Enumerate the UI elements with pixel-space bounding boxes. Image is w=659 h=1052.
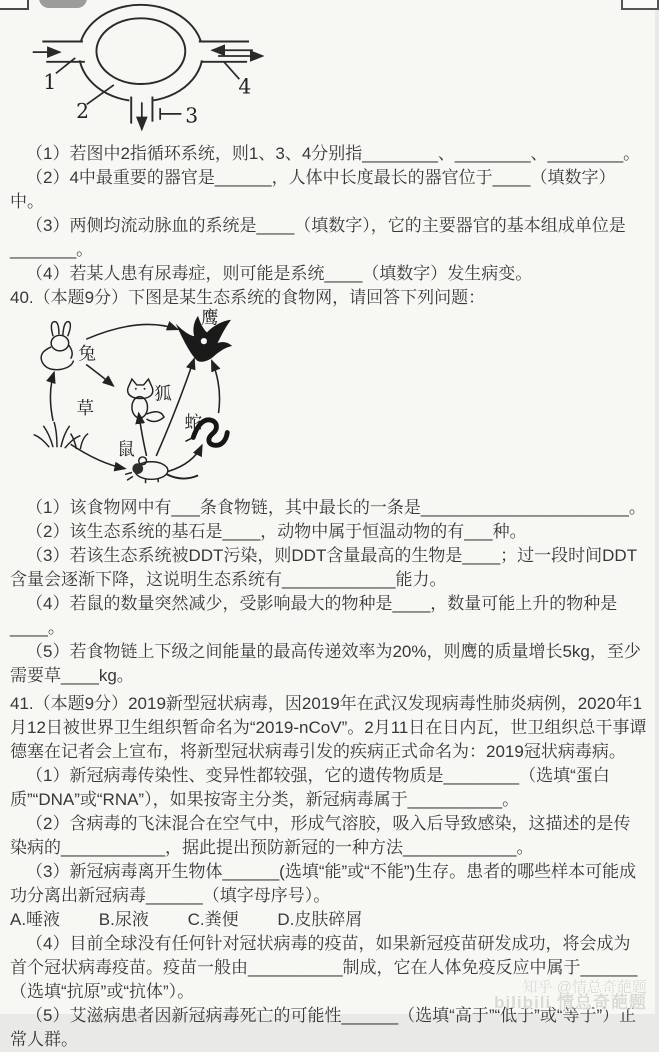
diagram-label-4: 4 — [238, 74, 252, 99]
diagram-label-3: 3 — [185, 103, 199, 128]
q41-option-a: A.唾液 — [10, 910, 61, 929]
pointer-line-1 — [56, 58, 75, 73]
question-41-intro: 41.（本题9分）2019新型冠状病毒，因2019年在武汉发现病毒性肺炎病例，2020年1月12日被世界卫生组织暂命名为“2019-nCoV”。2月11日在日内瓦，世卫组织总干事谭德塞在记者会上宣布，将新型冠状病毒引发的疾病正式命名为：2019冠状病毒病。 — [10, 694, 647, 761]
q40-item-4: （4）若鼠的数量突然减少，受影响最大的物种是____，数量可能上升的物种是____。 — [10, 594, 618, 637]
q41-item-4: （4）目前全球没有任何针对冠状病毒的疫苗，如果新冠疫苗研发成功，将会成为首个冠状病毒疫苗。疫苗一般由__________制成，它在人体免疫反应中属于______（选填“抗原”或“抗体”）。 — [10, 934, 638, 1001]
edge-rabbit-to-fox — [86, 364, 113, 385]
q41-item-2: （2）含病毒的飞沫混合在空气中，形成气溶胶，吸入后导致感染，这描述的是传染病的___________，据此提出预防新冠的一种方法____________。 — [10, 814, 631, 857]
q40-item-1: （1）该食物网中有___条食物链，其中最长的一条是______________________。 — [26, 498, 646, 517]
circulatory-loop-diagram — [0, 0, 330, 140]
watermark-zhihu: 知乎 @情总奇葩题 — [522, 979, 647, 996]
q40-item-3: （3）若该生态系统被DDT污染，则DDT含量最高的生物是____；过一段时间DDT含量会逐渐下降，这说明生态系统有____________能力。 — [10, 546, 638, 589]
q39-item-1: （1）若图中2指循环系统，则1、3、4分别指________、________、________。 — [26, 144, 641, 163]
q41-item-5: （5）艾滋病患者因新冠病毒死亡的可能性______（选填“高于”“低于”或“等于”）正常人群。 — [10, 1006, 637, 1049]
foodweb-label-eagle: 鹰 — [201, 307, 219, 328]
diagram-label-1: 1 — [43, 69, 57, 94]
q39-item-3: （3）两侧均流动脉血的系统是____（填数字），它的主要器官的基本组成单位是_______。 — [10, 216, 626, 259]
question-40-header: 40.（本题9分）下图是某生态系统的食物网，请回答下列问题： — [10, 288, 486, 307]
food-web-diagram — [0, 307, 330, 490]
q41-item-3: （3）新冠病毒离开生物体______(选填“能”或“不能”)生存。患者的哪些样本可能成功分离出新冠病毒______（填字母序号）。 — [10, 862, 637, 905]
pointer-line-4 — [224, 62, 239, 79]
foodweb-label-fox: 狐 — [154, 383, 172, 404]
cropped-box-fragment-left — [0, 0, 29, 10]
cropped-box-fragment-right — [621, 0, 659, 10]
watermark-bilibili: bilibili 情总奇葩题 — [494, 993, 647, 1012]
edge-grass-to-rabbit — [50, 372, 54, 421]
diagram-label-2: 2 — [76, 98, 90, 123]
q40-item-2: （2）该生态系统的基石是____，动物中属于恒温动物的有___种。 — [26, 522, 527, 541]
edge-snake-to-eagle — [212, 361, 220, 414]
foodweb-label-snake: 蛇 — [184, 412, 202, 433]
pointer-bracket-3 — [160, 108, 181, 120]
q41-options-row — [0, 908, 655, 932]
watermark — [494, 980, 647, 1010]
q41-option-b: B.尿液 — [98, 910, 149, 929]
q40-item-5: （5）若食物链上下级之间能量的最高传递效率为20%，则鹰的质量增长5kg，至少需要草____kg。 — [10, 642, 641, 685]
q39-item-2: （2）4中最重要的器官是______，人体中长度最长的器官位于____（填数字）中。 — [10, 168, 616, 211]
edge-rabbit-to-eagle — [86, 324, 177, 339]
q41-item-1: （1）新冠病毒传染性、变异性都较强，它的遗传物质是________（选填“蛋白质”“DNA”或“RNA”），如果按寄主分类，新冠病毒属于__________。 — [10, 766, 610, 809]
rabbit-sketch — [41, 322, 73, 370]
question-39-items — [0, 142, 655, 286]
edge-mouse-to-eagle — [156, 359, 194, 456]
edge-mouse-to-fox — [139, 413, 147, 456]
cropped-gray-blob — [39, 0, 87, 8]
foodweb-label-grass: 草 — [76, 398, 94, 419]
q39-item-4: （4）若某人患有尿毒症，则可能是系统____（填数字）发生病变。 — [26, 264, 533, 283]
inner-vessel-ring — [96, 18, 185, 84]
foodweb-label-rabbit: 兔 — [78, 343, 96, 364]
mouse-sketch — [125, 457, 198, 483]
question-40-items — [0, 496, 655, 688]
grass-sketch — [34, 422, 88, 449]
q41-option-c: C.粪便 — [187, 910, 239, 929]
edge-mouse-to-snake — [168, 445, 202, 471]
foodweb-label-mouse: 鼠 — [117, 438, 135, 459]
q41-option-d: D.皮肤碎屑 — [277, 910, 363, 929]
